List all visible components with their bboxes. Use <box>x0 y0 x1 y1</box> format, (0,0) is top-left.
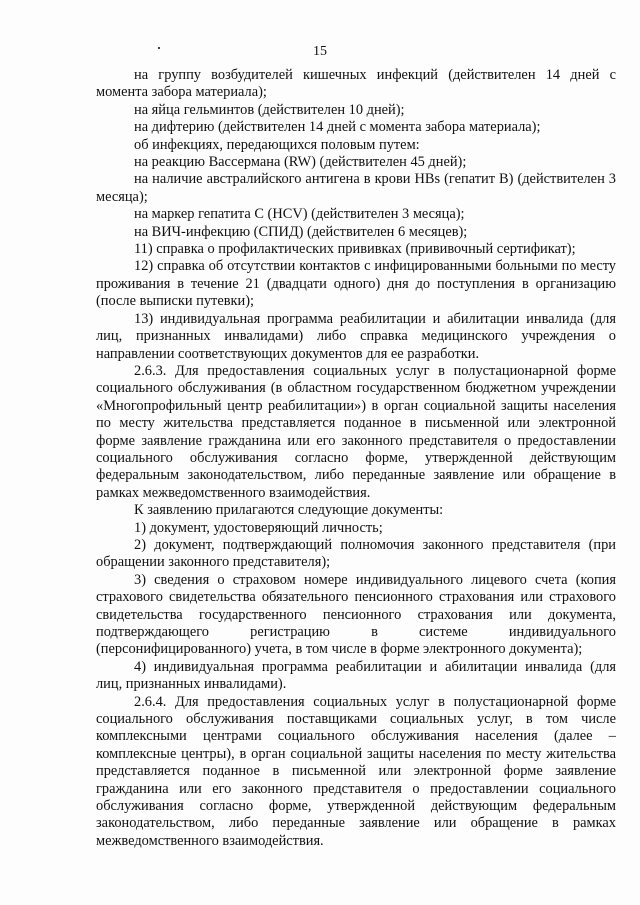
paragraph-item-12: 12) справка об отсутствии контактов с инфицированными больными по месту проживания в течение 21 (двадцати одного) дня до поступления в организацию (после выписки путевки); <box>96 258 616 310</box>
paragraph-hiv: на ВИЧ-инфекцию (СПИД) (действителен 6 месяцев); <box>134 223 468 240</box>
paragraph-hbs-antigen: на наличие австралийского антигена в крови HBs (гепатит B) (действителен 3 месяца); <box>96 171 616 205</box>
paragraph-hcv: на маркер гепатита C (HCV) (действителен 3 месяца); <box>134 206 465 223</box>
paragraph-helminth-eggs: на яйца гельминтов (действителен 10 дней); <box>134 101 405 118</box>
paragraph-item-13: 13) индивидуальная программа реабилитации и абилитации инвалида (для лиц, признанных инвалидами) либо справка медицинского учреждения о направлении соответствующих документов для ее разработки. <box>96 310 616 362</box>
paragraph-wassermann: на реакцию Вассермана (RW) (действителен 45 дней); <box>134 154 467 171</box>
paragraph-attachment-4: 4) индивидуальная программа реабилитации и абилитации инвалида (для лиц, признанных инвалидами). <box>96 658 616 693</box>
paragraph-item-11: 11) справка о профилактических прививках (прививочный сертификат); <box>134 241 576 258</box>
paragraph-section-2-6-3: 2.6.3. Для предоставления социальных услуг в полустационарной форме социального обслуживания (в областном государственном бюджетном учреждении «Многопрофильный центр реабилитации») в орган социальной защиты населения по месту жительства представляется поданное в письменной или электронной форме заявление гражданина или его законного представителя о предоставлении социального обслуживания согласно форме, утвержденной действующим федеральным законодательством, либо переданные заявление или обращение в рамках межведомственного взаимодействия. <box>96 362 616 501</box>
paragraph-attachment-2: 2) документ, подтверждающий полномочия законного представителя (при обращении законного представителя); <box>96 536 616 571</box>
paragraph-intestinal-infections: на группу возбудителей кишечных инфекций (действителен 14 дней с момента забора материала); <box>96 67 616 101</box>
paragraph-section-2-6-4: 2.6.4. Для предоставления социальных услуг в полустационарной форме социального обслуживания поставщиками социальных услуг, в том числе комплексными центрами социального обслуживания населения (далее – комплексные центры), в орган социальной защиты населения по месту жительства представляется поданное в письменной или электронной форме заявление гражданина или его законного представителя о предоставлении социального обслуживания согласно форме, утвержденной действующим федеральным законодательством, либо переданные заявление или обращение в рамках межведомственного взаимодействия. <box>96 693 616 849</box>
paragraph-sti: об инфекциях, передающихся половым путем: <box>134 136 420 153</box>
document-body <box>96 67 616 850</box>
page-number: 15 <box>313 44 327 59</box>
paragraph-attachment-3: 3) сведения о страховом номере индивидуального лицевого счета (копия страхового свидетельства обязательного пенсионного страхования или страхового свидетельства государственного пенсионного страхования или документа, подтверждающего регистрацию в системе индивидуального (персонифицированного) учета, в том числе в форме электронного документа); <box>96 571 616 658</box>
paragraph-diphtheria: на дифтерию (действителен 14 дней с момента забора материала); <box>134 119 541 136</box>
paragraph-attachments-intro: К заявлению прилагаются следующие документы: <box>134 502 444 519</box>
paragraph-attachment-1: 1) документ, удостоверяющий личность; <box>134 519 383 536</box>
